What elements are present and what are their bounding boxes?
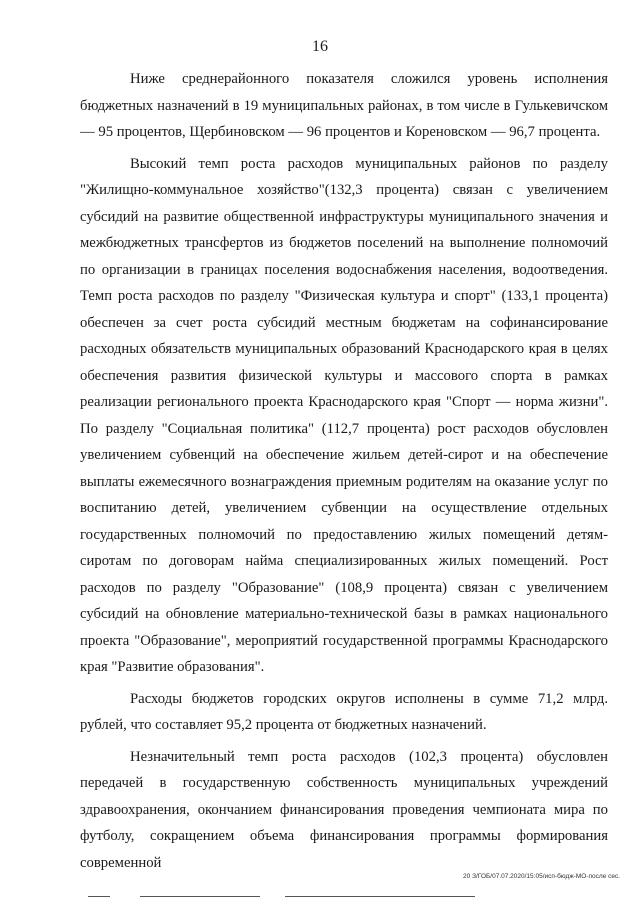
paragraph-1: Ниже среднерайонного показателя сложился уровень исполнения бюджетных назначений в 19 муниципальных районах, в том числе в Гулькевичском — 95 процентов, Щербиновском — 96 процентов и Кореновском — 96,7 процента. xyxy=(80,71,608,140)
page-number: 16 xyxy=(312,38,328,55)
paragraph-4: Незначительный темп роста расходов (102,3 процента) обусловлен передачей в государственную собственность муниципальных учреждений здравоохранения, окончанием финансирования проведения чемпионата мира по футболу, сокращением объема финансирования программы формирования современной xyxy=(80,748,608,871)
footer-file-code: 20 З/ГОБ/07.07.2020/15:05/исп-бюдж-МО-после сес. xyxy=(463,873,620,880)
paragraph-2: Высокий темп роста расходов муниципальных районов по разделу "Жилищно-коммунальное хозяйство"(132,3 процента) связан с увеличением субсидий на развитие общественной инфраструктуры муниципального значения и межбюджетных трансфертов из бюджетов поселений на выполнение полномочий по организации в границах поселения водоснабжения населения, водоотведения. Темп роста расходов по разделу "Физическая культура и спорт" (133,1 процента) обеспечен за счет роста субсидий местным бюджетам на софинансирование расходных обязательств муниципальных образований Краснодарского края в целях обеспечения развития физической культуры и массового спорта в рамках реализации регионального проекта Краснодарского края "Спорт — норма жизни". По разделу "Социальная политика" (112,7 процента) рост расходов обусловлен увеличением субвенций на обеспечение жильем детей-сирот и на обеспечение выплаты ежемесячного вознаграждения приемным родителям на оказание услуг по воспитанию детей, увеличением субвенции на осуществление отдельных государственных полномочий по предоставлению жилых помещений детям-сиротам по договорам найма специализированных жилых помещений. Рост расходов по разделу "Образование" (108,9 процента) связан с увеличением субсидий на обновление материально-технической базы в рамках национального проекта "Образование", мероприятий государственной программы Краснодарского края "Развитие образования". xyxy=(80,155,608,675)
scan-artifact-line xyxy=(140,896,260,897)
scan-artifact-line xyxy=(285,896,475,897)
scan-artifact-line xyxy=(88,896,110,897)
document-body xyxy=(80,66,608,881)
paragraph-3: Расходы бюджетов городских округов исполнены в сумме 71,2 млрд. рублей, что составляет 95,2 процента от бюджетных назначений. xyxy=(80,690,608,733)
